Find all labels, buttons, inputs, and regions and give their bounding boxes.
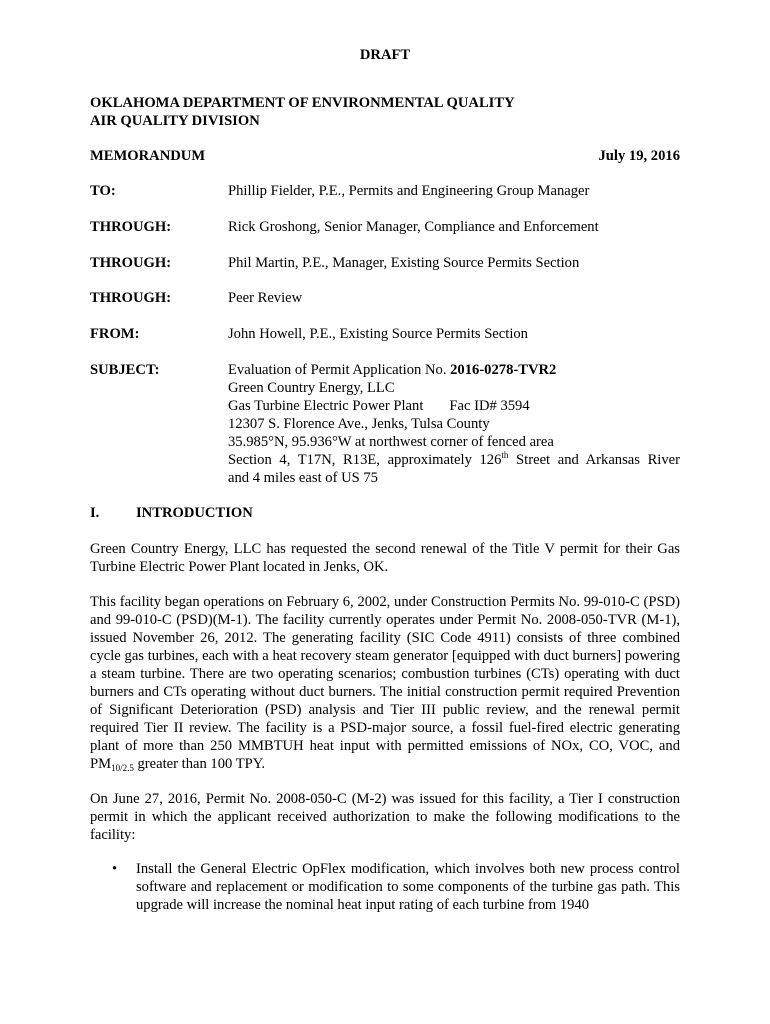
paragraph-text: greater than 100 TPY. xyxy=(133,756,266,772)
subject-company: Green Country Energy, LLC xyxy=(228,380,395,396)
paragraph-subscript: 10/2.5 xyxy=(111,763,134,773)
subject-permit-prefix: Evaluation of Permit Application No. xyxy=(228,362,451,378)
routing-value: Phillip Fielder, P.E., Permits and Engineering Group Manager xyxy=(228,183,590,199)
section-heading xyxy=(90,504,253,522)
subject-value xyxy=(228,361,680,487)
paragraph-request: Green Country Energy, LLC has requested the second renewal of the Title V permit for their Gas Turbine Electric Power Plant located in Jenks, OK. xyxy=(90,541,680,575)
routing-value: Rick Groshong, Senior Manager, Compliance and Enforcement xyxy=(228,219,599,235)
routing-value: John Howell, P.E., Existing Source Permits Section xyxy=(228,326,528,342)
bullet-icon: • xyxy=(112,861,118,877)
routing-value: Phil Martin, P.E., Manager, Existing Source Permits Section xyxy=(228,255,580,271)
routing-label: FROM: xyxy=(90,326,140,342)
subject-location xyxy=(228,451,680,469)
subject-coordinates: 35.985°N, 95.936°W at northwest corner of fenced area xyxy=(228,434,554,450)
subject-permit-number: 2016-0278-TVR2 xyxy=(450,362,557,378)
subject-location-end: and 4 miles east of US 75 xyxy=(228,470,378,486)
paragraph-modification: On June 27, 2016, Permit No. 2008-050-C (M-2) was issued for this facility, a Tier I construction permit in which the applicant received authorization to make the following modifications to the facility: xyxy=(90,791,680,843)
division-name: AIR QUALITY DIVISION xyxy=(90,113,260,129)
agency-name: OKLAHOMA DEPARTMENT OF ENVIRONMENTAL QUALITY xyxy=(90,95,515,111)
subject-line-permit xyxy=(228,361,680,379)
subject-location-part: Section 4, T17N, R13E, approximately 126 xyxy=(228,452,502,468)
section-title: INTRODUCTION xyxy=(136,505,253,521)
subject-label: SUBJECT: xyxy=(90,362,160,378)
bullet-list xyxy=(90,860,680,914)
subject-location-sup: th xyxy=(501,450,509,461)
subject-plant: Gas Turbine Electric Power Plant xyxy=(228,398,424,414)
paragraph-text: This facility began operations on February 6, 2002, under Construction Permits No. 99-010-C (PSD) and 99-010-C (PSD)(M-1). The facility currently operates under Permit No. 2008-050-TVR (M-1), issued November 26, 2012. The generating facility (SIC Code 4911) consists of three combined cycle gas turbines, each with a heat recovery steam generator [equipped with duct burners] powering a steam turbine. There are two operating scenarios; combustion turbines (CTs) operating with duct burners and CTs operating without duct burners. The initial construction permit required Prevention of Significant Deterioration (PSD) analysis and Tier III public review, and the renewal permit required Tier II review. The facility is a PSD-major source, a fossil fuel-fired electric generating plant of more than 250 MMBTUH heat input with permitted emissions of NOx, CO, VOC, and PM xyxy=(90,594,680,772)
memo-date: July 19, 2016 xyxy=(598,148,680,164)
draft-watermark-title: DRAFT xyxy=(359,47,411,63)
memo-label: MEMORANDUM xyxy=(90,148,206,164)
subject-address: 12307 S. Florence Ave., Jenks, Tulsa County xyxy=(228,416,490,432)
subject-location-part: Street and Arkansas River xyxy=(508,452,680,468)
routing-label: THROUGH: xyxy=(90,290,172,306)
bullet-text: Install the General Electric OpFlex modification, which involves both new process control software and replacement or modification to some components of the turbine gas path. This upgrade will increase the nominal heat input rating of each turbine from 1940 xyxy=(136,861,680,913)
list-item xyxy=(90,860,680,914)
routing-label: THROUGH: xyxy=(90,255,172,271)
routing-label: TO: xyxy=(90,183,116,199)
subject-fac-id: Fac ID# 3594 xyxy=(449,398,530,414)
subject-line-plant xyxy=(228,397,680,415)
agency-heading xyxy=(90,94,515,130)
section-number: I. xyxy=(90,505,100,521)
routing-label: THROUGH: xyxy=(90,219,172,235)
routing-value: Peer Review xyxy=(228,290,303,306)
paragraph-background xyxy=(90,593,680,773)
memo-header-row xyxy=(90,147,680,165)
